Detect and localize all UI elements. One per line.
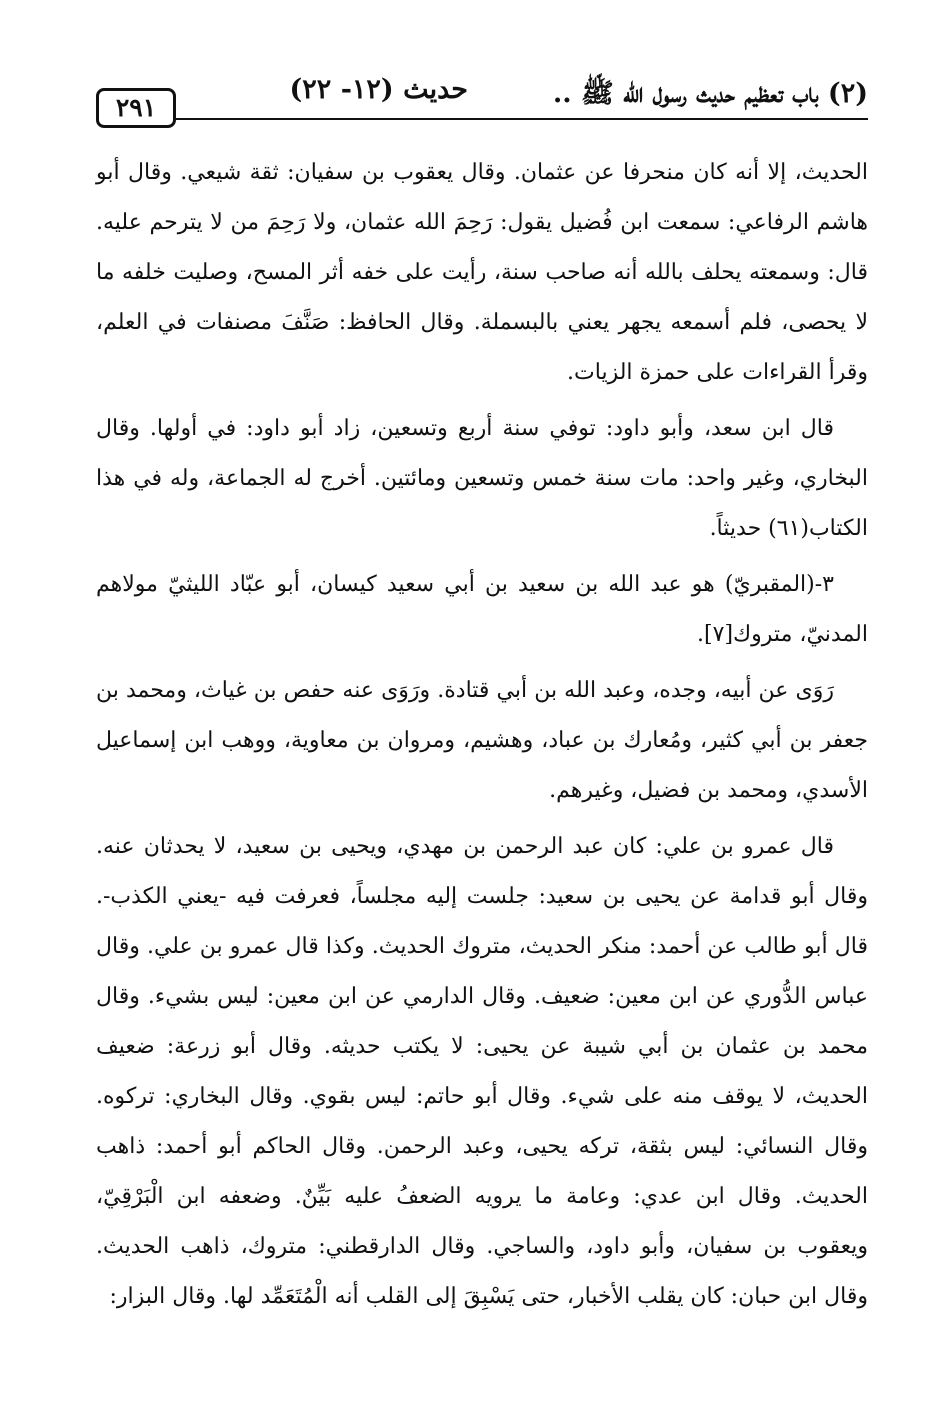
hadith-range: حديث (١٢- ٢٢) [289, 74, 468, 105]
paragraph: الحديث، إلا أنه كان منحرفا عن عثمان. وقال يعقوب بن سفيان: ثقة شيعي. وقال أبو هاشم الرفاعي: سمعت ابن فُضيل يقول: رَحِمَ الله عثمان، ولا رَحِمَ من لا يترحم عليه. قال: وسمعته يحلف بالله أنه صاحب سنة، رأيت على خفه أثر المسح، وصليت خلفه ما لا يحصى، فلم أسمعه يجهر يعني بالبسملة. وقال الحافظ: صَنَّفَ مصنفات في العلم، وقرأ القراءات على حمزة الزيات. [96, 160, 868, 385]
page-number: ٢٩١ [96, 88, 176, 128]
body-text [96, 148, 868, 1328]
page-header [96, 70, 868, 130]
chapter-title: (٢) باب تعظيم حديث رسول الله ﷺ .. [552, 78, 868, 109]
paragraph: رَوَى عن أبيه، وجده، وعبد الله بن أبي قتادة. ورَوَى عنه حفص بن غياث، ومحمد بن جعفر بن أبي كثير، ومُعارك بن عباد، وهشيم، ومروان بن معاوية، ووهب ابن إسماعيل الأسدي، ومحمد بن فضيل، وغيرهم. [96, 678, 868, 803]
header-rule [166, 118, 868, 120]
paragraph: قال عمرو بن علي: كان عبد الرحمن بن مهدي، ويحيى بن سعيد، لا يحدثان عنه. وقال أبو قدامة عن يحيى بن سعيد: جلست إليه مجلساً، فعرفت فيه -يعني الكذب-. قال أبو طالب عن أحمد: منكر الحديث، متروك الحديث. وكذا قال عمرو بن علي. وقال عباس الدُّوري عن ابن معين: ضعيف. وقال الدارمي عن ابن معين: ليس بشيء. وقال محمد بن عثمان بن أبي شيبة عن يحيى: لا يكتب حديثه. وقال أبو زرعة: ضعيف الحديث، لا يوقف منه على شيء. وقال أبو حاتم: ليس بقوي. وقال البخاري: تركوه. وقال النسائي: ليس بثقة، تركه يحيى، وعبد الرحمن. وقال الحاكم أبو أحمد: ذاهب الحديث. وقال ابن عدي: وعامة ما يرويه الضعفُ عليه بَيِّنٌ. وضعفه ابن الْبَرْقِيّ، ويعقوب بن سفيان، وأبو داود، والساجي. وقال الدارقطني: متروك، ذاهب الحديث. وقال ابن حبان: كان يقلب الأخبار، حتى يَسْبِقَ إلى القلب أنه الْمُتَعَمِّد لها. وقال البزار: [96, 834, 868, 1309]
paragraph: ٣-(المقبريّ) هو عبد الله بن سعيد بن أبي سعيد كيسان، أبو عبّاد الليثيّ مولاهم المدنيّ، متروك[٧]. [96, 572, 868, 647]
paragraph: قال ابن سعد، وأبو داود: توفي سنة أربع وتسعين، زاد أبو داود: في أولها. وقال البخاري، وغير واحد: مات سنة خمس وتسعين ومائتين. أخرج له الجماعة، وله في هذا الكتاب(٦١) حديثاً. [96, 416, 868, 541]
